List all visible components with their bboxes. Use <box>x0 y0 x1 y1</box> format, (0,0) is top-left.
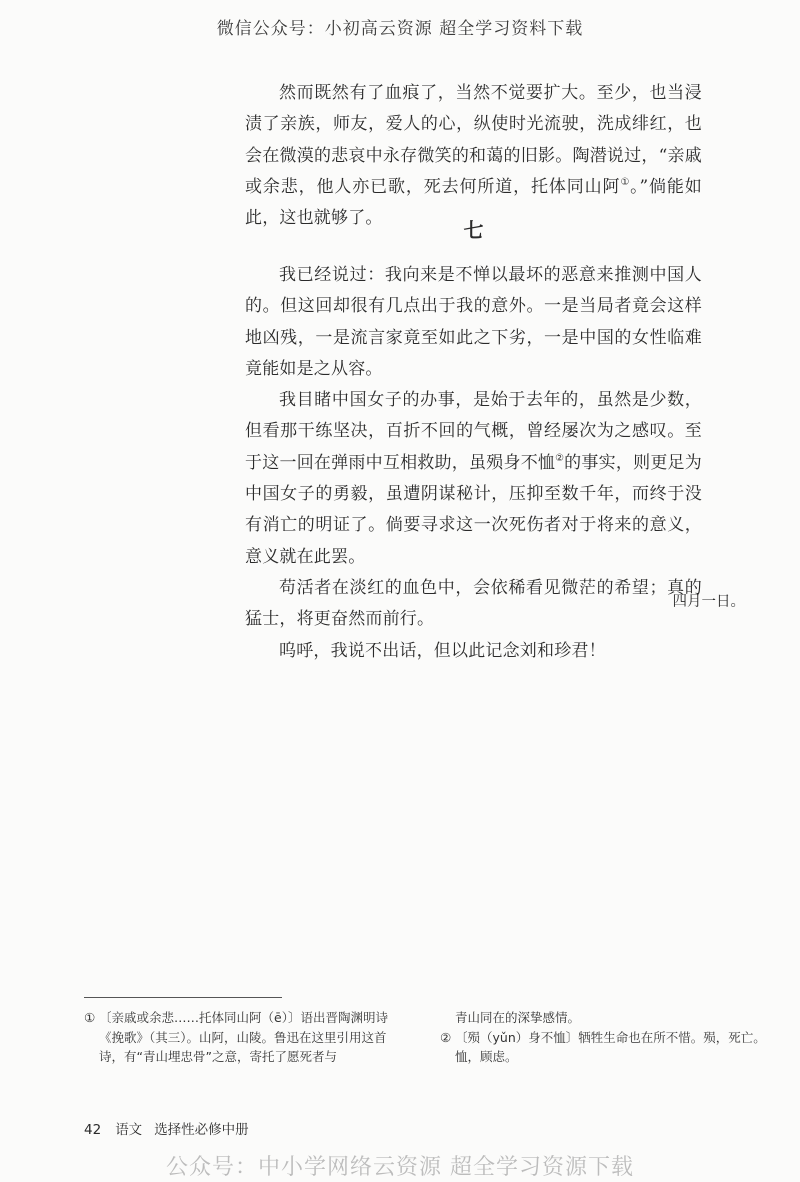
paragraph-true-warriors: 苟活者在淡红的血色中，会依稀看见微茫的希望；真的猛士，将更奋然而前行。 <box>245 577 702 630</box>
footnote-1-continued: 青山同在的深挚感情。 <box>455 1010 581 1025</box>
footnotes-left-column <box>84 1008 394 1067</box>
footnote-2-mark: ② <box>440 1029 452 1045</box>
section-seven-body <box>245 260 702 667</box>
paragraph-blood-stains <box>245 78 702 234</box>
footnote-1-mark: ① <box>84 1010 96 1025</box>
previous-section-text <box>245 78 702 234</box>
footnote-2-text: 〔殒（yǔn）身不恤〕牺牲生命也在所不惜。殒，死亡。恤，顾虑。 <box>455 1029 766 1064</box>
paragraph-text: 的事实，则更足为中国女子的勇毅，虽遭阴谋秘计，压抑至数千年，而终于没有消亡的明证了。倘要寻求这一次死伤者对于将来的意义，意义就在此罢。 <box>245 452 702 567</box>
top-watermark-banner: 微信公众号：小初高云资源 超全学习资料下载 <box>216 19 584 39</box>
article-date: 四月一日。 <box>672 594 745 610</box>
footnote-divider <box>84 997 282 998</box>
subject-label: 语文 <box>115 1122 143 1138</box>
section-title-seven: 七 <box>463 218 484 242</box>
paragraph-text: 。”倘能如此，这也就够了。 <box>245 176 702 229</box>
book-label: 选择性必修中册 <box>154 1122 249 1138</box>
footnote-2 <box>440 1028 770 1067</box>
footnotes-right-column <box>440 1008 770 1067</box>
paragraph-text: 我目睹中国女子的办事，是始于去年的，虽然是少数，但看那干练坚决，百折不回的气概，曾经屡次为之感叹。至于这一回在弹雨中互相救助，虽殒身不恤 <box>245 390 702 473</box>
page-footer <box>84 1118 249 1138</box>
footnote-1 <box>84 1008 394 1067</box>
paragraph-never-expected: 我已经说过：我向来是不惮以最坏的恶意来推测中国人的。但这回却很有几点出于我的意外。一是当局者竟会这样地凶残，一是流言家竟至如此之下劣，一是中国的女性临难竟能如是之从容。 <box>245 265 702 379</box>
footnote-ref-2[interactable]: ② <box>555 452 565 464</box>
footnote-1-text: 〔亲戚或余悲……托体同山阿（ē）〕语出晋陶渊明诗《挽歌》（其三）。山阿，山陵。鲁迅在这里引用这首诗，有“青山埋忠骨”之意，寄托了愿死者与 <box>99 1010 388 1064</box>
paragraph-text: 然而既然有了血痕了，当然不觉要扩大。至少，也当浸渍了亲族，师友，爱人的心，纵使时光流驶，洗成绯红，也会在微漠的悲哀中永存微笑的和蔼的旧影。陶潜说过，“亲戚或余悲，他人亦已歌，死去何所道，托体同山阿 <box>245 83 702 197</box>
footnote-ref-1[interactable]: ① <box>620 176 631 188</box>
paragraph-alas: 呜呼，我说不出话，但以此记念刘和珍君！ <box>279 640 606 661</box>
bottom-watermark-banner: 公众号：中小学网络云资源 超全学习资源下载 <box>166 1155 634 1180</box>
page-number: 42 <box>84 1122 102 1138</box>
paragraph-chinese-women <box>245 385 702 573</box>
